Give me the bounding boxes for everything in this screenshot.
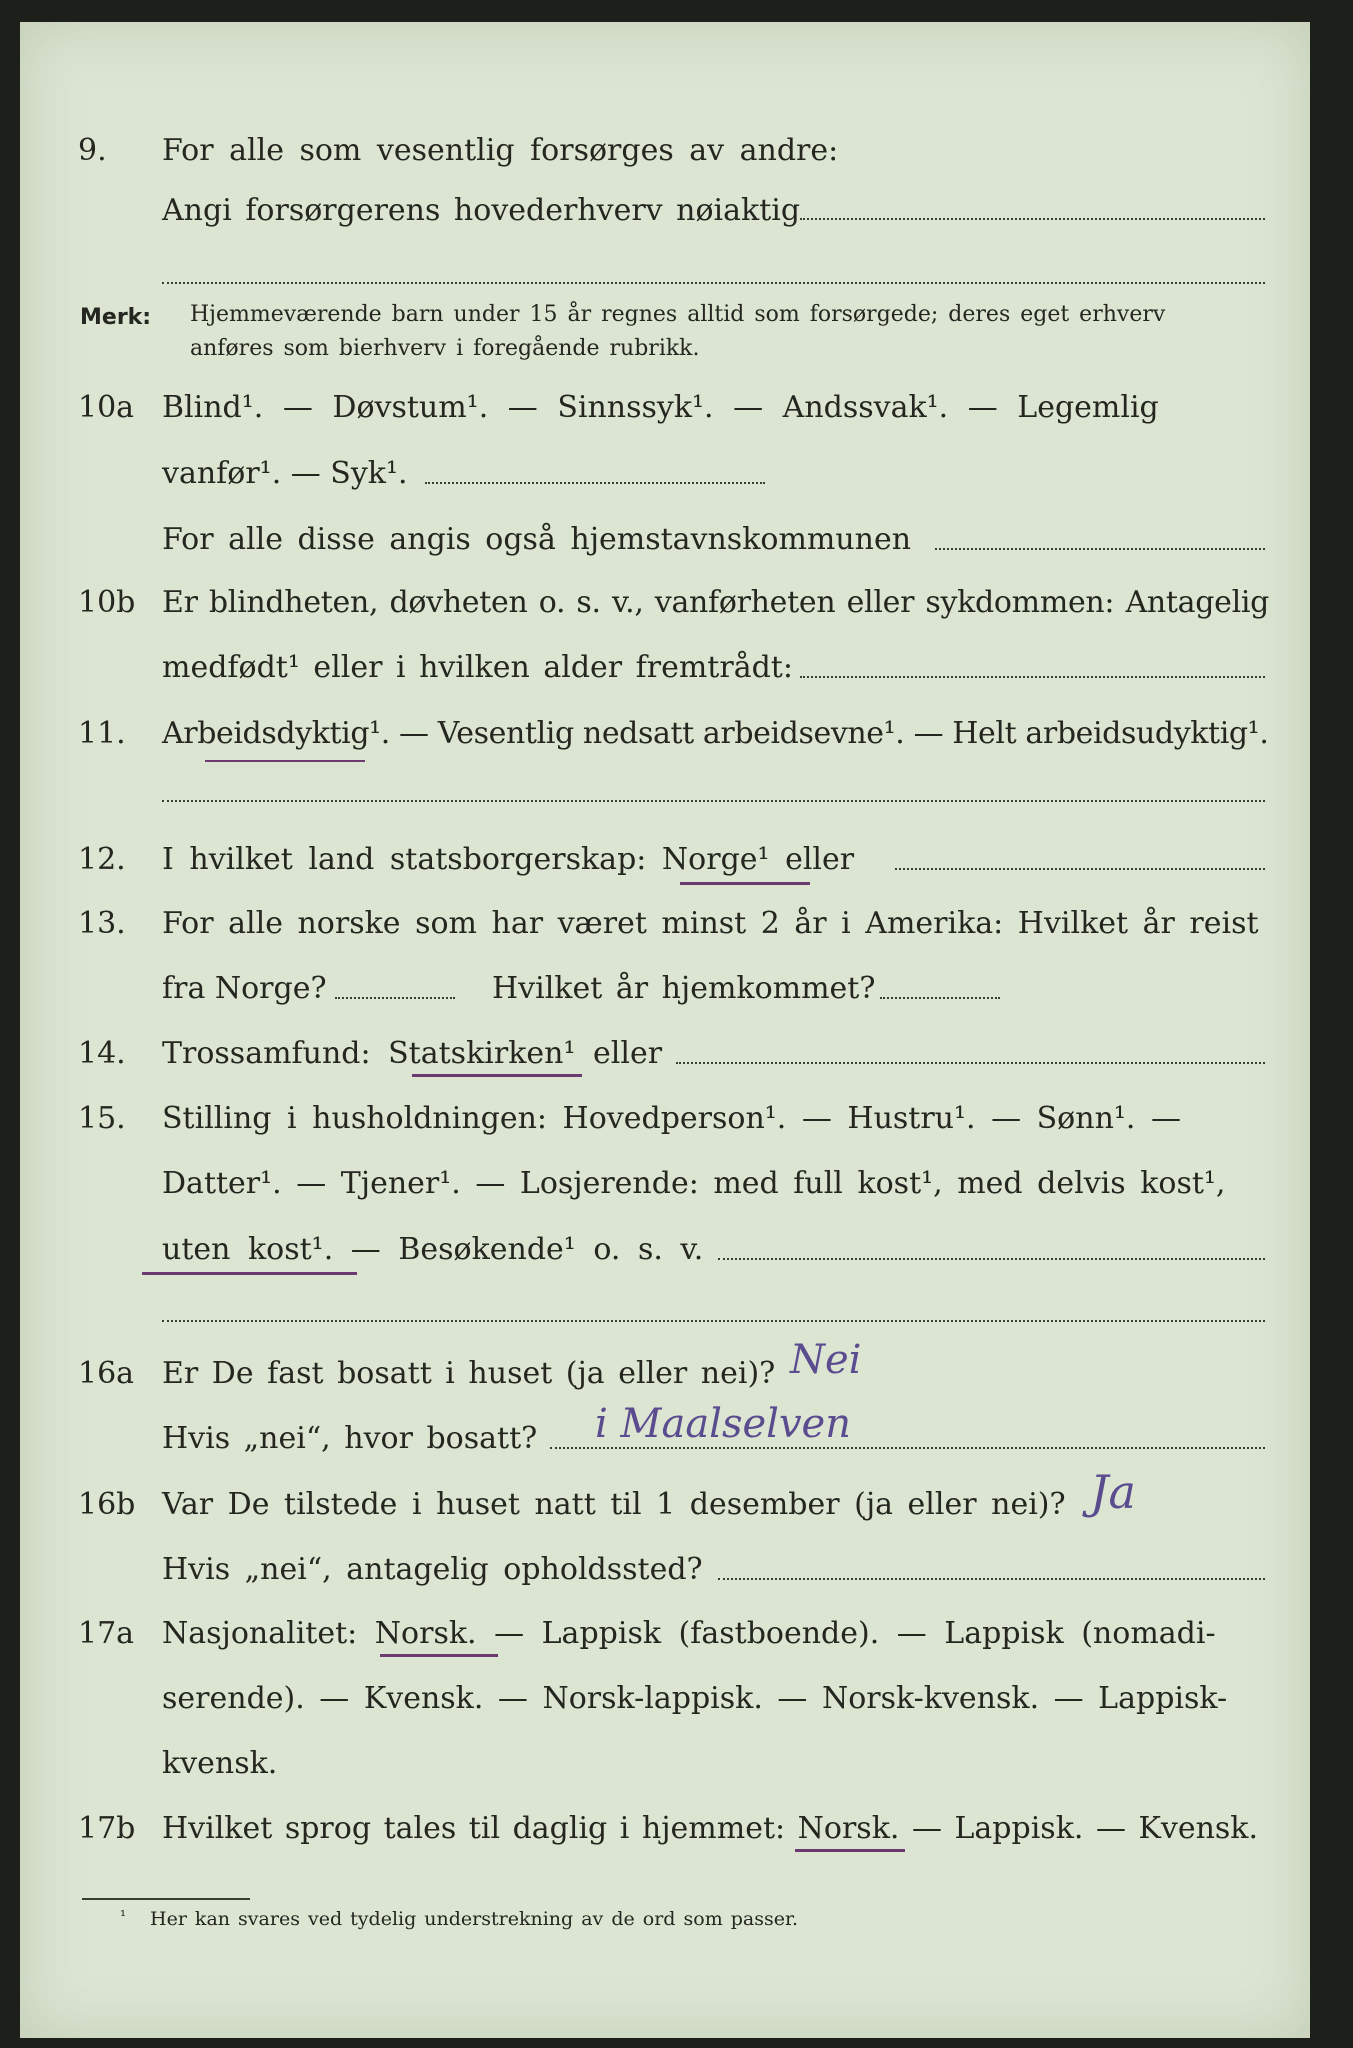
question-number: 13. [78, 906, 126, 941]
answer-line [162, 1320, 1265, 1322]
answer-line [676, 1062, 1265, 1064]
question-number: 16b [78, 1487, 136, 1522]
question-text: vanfør¹. — Syk¹. [162, 456, 408, 491]
question-number: 15. [78, 1101, 126, 1136]
answer-line [162, 282, 1265, 284]
question-text: Er blindheten, døvheten o. s. v., vanførheten eller sykdommen: Antagelig [162, 585, 1270, 620]
question-text: Trossamfund: Statskirken¹ eller [162, 1036, 663, 1071]
answer-line [800, 218, 1265, 220]
note-text: anføres som bierhverv i foregående rubrikk. [190, 336, 700, 361]
pen-underline [412, 1074, 582, 1077]
question-text: Hvilket sprog tales til daglig i hjemmet: Norsk. — Lappisk. — Kvensk. [162, 1811, 1259, 1846]
handwritten-answer: Nei [790, 1337, 862, 1383]
question-text: Stilling i husholdningen: Hovedperson¹. — Hustru¹. — Sønn¹. — [162, 1101, 1181, 1136]
answer-line [335, 997, 455, 999]
question-number: 12. [78, 842, 126, 877]
answer-line [550, 1447, 1265, 1449]
question-text: For alle norske som har været minst 2 år i Amerika: Hvilket år reist [162, 906, 1259, 941]
footnote-mark: ¹ [120, 1907, 127, 1925]
question-number: 14. [78, 1036, 126, 1071]
question-text: Angi forsørgerens hovederhverv nøiaktig [162, 193, 801, 228]
question-text: Arbeidsdyktig¹. — Vesentlig nedsatt arbeidsevne¹. — Helt arbeidsudyktig¹. [162, 716, 1269, 751]
question-text: Datter¹. — Tjener¹. — Losjerende: med full kost¹, med delvis kost¹, [162, 1166, 1226, 1201]
answer-line [718, 1258, 1265, 1260]
note-label: Merk: [80, 305, 152, 330]
question-number: 10a [78, 390, 135, 425]
footnote-rule [82, 1898, 250, 1900]
question-number: 9. [78, 133, 107, 168]
question-number: 10b [78, 585, 136, 620]
question-text: Hvis „nei“, hvor bosatt? [162, 1421, 538, 1456]
question-text: Hvilket år hjemkommet? [492, 971, 876, 1006]
answer-line [425, 482, 765, 484]
answer-line [800, 676, 1265, 678]
pen-underline [205, 760, 365, 762]
answer-line [935, 548, 1265, 550]
question-number: 11. [78, 716, 126, 751]
question-text: kvensk. [162, 1746, 278, 1781]
footnote-text: Her kan svares ved tydelig understrekning av de ord som passer. [150, 1908, 799, 1930]
question-number: 17a [78, 1616, 135, 1651]
answer-line [895, 868, 1265, 870]
pen-underline [795, 1849, 905, 1852]
question-number: 16a [78, 1356, 135, 1391]
question-text: Var De tilstede i huset natt til 1 desember (ja eller nei)? [162, 1487, 1066, 1522]
pen-underline [142, 1272, 357, 1275]
handwritten-answer: i Maalselven [595, 1401, 851, 1447]
question-text: For alle disse angis også hjemstavnskommunen [162, 522, 912, 557]
note-text: Hjemmeværende barn under 15 år regnes alltid som forsørgede; deres eget erhverv [190, 302, 1166, 327]
pen-underline [380, 1654, 498, 1657]
answer-line [718, 1578, 1265, 1580]
question-text: uten kost¹. — Besøkende¹ o. s. v. [162, 1232, 704, 1267]
question-text: Nasjonalitet: Norsk. — Lappisk (fastboende). — Lappisk (nomadi- [162, 1616, 1216, 1651]
question-text: serende). — Kvensk. — Norsk-lappisk. — Norsk-kvensk. — Lappisk- [162, 1681, 1228, 1716]
answer-line [162, 800, 1265, 802]
question-text: For alle som vesentlig forsørges av andre: [162, 133, 839, 168]
question-text: fra Norge? [162, 971, 327, 1006]
pen-underline [680, 882, 810, 885]
question-text: I hvilket land statsborgerskap: Norge¹ eller [162, 842, 855, 877]
question-text: medfødt¹ eller i hvilken alder fremtrådt: [162, 650, 793, 685]
question-text: Er De fast bosatt i huset (ja eller nei)? [162, 1356, 776, 1391]
question-number: 17b [78, 1811, 136, 1846]
answer-line [880, 997, 1000, 999]
handwritten-answer: Ja [1090, 1465, 1136, 1519]
question-text: Hvis „nei“, antagelig opholdssted? [162, 1552, 703, 1587]
question-text: Blind¹. — Døvstum¹. — Sinnssyk¹. — Andssvak¹. — Legemlig [162, 390, 1159, 425]
